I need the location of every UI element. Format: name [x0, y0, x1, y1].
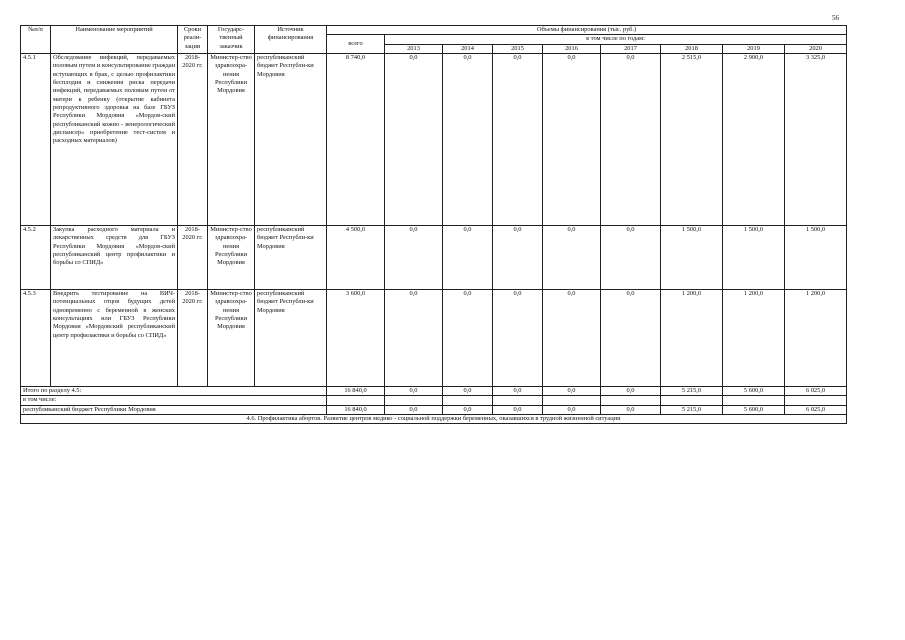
summary-incl-row [21, 396, 847, 405]
summary-budget-year: 5 600,0 [723, 405, 785, 414]
col-volumes-header: Объемы финансирования (тыс. руб.) [327, 26, 847, 35]
summary-budget-year: 0,0 [493, 405, 543, 414]
row-total: 4 500,0 [327, 225, 385, 289]
row-year-value: 1 500,0 [785, 225, 847, 289]
summary-total-label: Итого по разделу 4.5: [21, 386, 327, 395]
row-name: Обследование инфекций, передаваемых половым путем и консультирование граждан вступающих в брак, с целью профилактики бесплодия и снижения риска передачи инфекций, передаваемых половым путем от матери к ребенку (открытие кабинета репродуктивного здоровья на базе ГБУЗ Республики Мордовия «Мордов-ский республиканский кожно - венерологический диспансер» приобретение тест-систем и расходных материалов) [51, 53, 178, 225]
page-number: 56 [832, 14, 839, 22]
row-year-value: 0,0 [493, 225, 543, 289]
row-customer: Министер-ство здравоохра-нения Республики Мордовия [208, 53, 255, 225]
row-year-value: 0,0 [601, 225, 661, 289]
row-year-value: 0,0 [385, 289, 443, 386]
year-header: 2014 [443, 44, 493, 53]
row-year-value: 2 900,0 [723, 53, 785, 225]
summary-year-value: 0,0 [493, 386, 543, 395]
summary-budget-year: 5 215,0 [661, 405, 723, 414]
col-source-header: Источник финансирования [255, 26, 327, 54]
row-year-value: 0,0 [443, 53, 493, 225]
year-header: 2017 [601, 44, 661, 53]
row-year-value: 3 325,0 [785, 53, 847, 225]
row-year-value: 1 200,0 [723, 289, 785, 386]
row-term: 2018-2020 гг. [178, 289, 208, 386]
summary-budget-label: республиканский бюджет Республики Мордовия [21, 405, 327, 414]
year-header: 2020 [785, 44, 847, 53]
financing-table [20, 25, 847, 424]
col-name-header: Наименование мероприятий [51, 26, 178, 54]
row-year-value: 1 200,0 [661, 289, 723, 386]
row-name: Закупка расходного материала и лекарственных средств для ГБУЗ Республики Мордовия «Мордов-ский республиканский центр профилактики и борьбы со СПИД» [51, 225, 178, 289]
row-customer: Министер-ство здравоохра-нения Республики Мордовия [208, 289, 255, 386]
row-name: Внедрить тестирование на ВИЧ-потенциальных отцов будущих детей одновременно с беременной в женских консультациях или ГБУЗ Республики Мордовия «Мордовский республиканский центр профилактики и борьбы со СПИД» [51, 289, 178, 386]
summary-budget-year: 0,0 [443, 405, 493, 414]
summary-year-value: 0,0 [601, 386, 661, 395]
row-year-value: 0,0 [601, 53, 661, 225]
summary-budget-total: 16 840,0 [327, 405, 385, 414]
summary-budget-row [21, 405, 847, 414]
summary-total-row [21, 386, 847, 395]
row-total: 3 600,0 [327, 289, 385, 386]
row-year-value: 0,0 [385, 53, 443, 225]
summary-year-value: 5 600,0 [723, 386, 785, 395]
summary-budget-year: 0,0 [385, 405, 443, 414]
table-row [21, 53, 847, 225]
year-header: 2015 [493, 44, 543, 53]
row-year-value: 0,0 [493, 289, 543, 386]
row-year-value: 1 500,0 [661, 225, 723, 289]
row-source: республиканский бюджет Республи-ки Мордовия [255, 289, 327, 386]
row-num: 4.5.1 [21, 53, 51, 225]
header-row-1 [21, 26, 847, 35]
year-header: 2013 [385, 44, 443, 53]
summary-year-value: 0,0 [443, 386, 493, 395]
table-row [21, 225, 847, 289]
summary-budget-year: 0,0 [601, 405, 661, 414]
row-source: республиканский бюджет Республи-ки Мордовия [255, 53, 327, 225]
col-customer-header: Государс-твенный заказчик [208, 26, 255, 54]
year-header: 2019 [723, 44, 785, 53]
summary-total: 16 840,0 [327, 386, 385, 395]
year-header: 2018 [661, 44, 723, 53]
next-section-row [21, 414, 847, 423]
row-year-value: 1 200,0 [785, 289, 847, 386]
row-year-value: 0,0 [443, 289, 493, 386]
row-source: республиканский бюджет Республи-ки Мордовия [255, 225, 327, 289]
year-header: 2016 [543, 44, 601, 53]
row-year-value: 2 515,0 [661, 53, 723, 225]
summary-year-value: 6 025,0 [785, 386, 847, 395]
col-num-header: №п/п [21, 26, 51, 54]
row-term: 2018-2020 гг. [178, 225, 208, 289]
row-year-value: 0,0 [493, 53, 543, 225]
row-total: 8 740,0 [327, 53, 385, 225]
col-total-header: всего [327, 35, 385, 54]
col-by-years-header: в том числе по годам: [385, 35, 847, 44]
row-year-value: 0,0 [543, 289, 601, 386]
row-customer: Министер-ство здравоохра-нения Республики Мордовия [208, 225, 255, 289]
row-year-value: 0,0 [543, 225, 601, 289]
row-year-value: 1 500,0 [723, 225, 785, 289]
row-year-value: 0,0 [443, 225, 493, 289]
summary-year-value: 0,0 [385, 386, 443, 395]
row-year-value: 0,0 [385, 225, 443, 289]
row-num: 4.5.3 [21, 289, 51, 386]
summary-year-value: 0,0 [543, 386, 601, 395]
row-term: 2018-2020 гг. [178, 53, 208, 225]
summary-budget-year: 6 025,0 [785, 405, 847, 414]
summary-year-value: 5 215,0 [661, 386, 723, 395]
row-year-value: 0,0 [601, 289, 661, 386]
row-year-value: 0,0 [543, 53, 601, 225]
next-section-title: 4.6. Профилактика абортов. Развитие центров медико - социальной поддержки беременных, оказавшихся в трудной жизненной ситуации [21, 414, 847, 423]
table-row [21, 289, 847, 386]
summary-incl-label: в том числе: [21, 396, 327, 405]
col-term-header: Сроки реали-зации [178, 26, 208, 54]
row-num: 4.5.2 [21, 225, 51, 289]
summary-budget-year: 0,0 [543, 405, 601, 414]
